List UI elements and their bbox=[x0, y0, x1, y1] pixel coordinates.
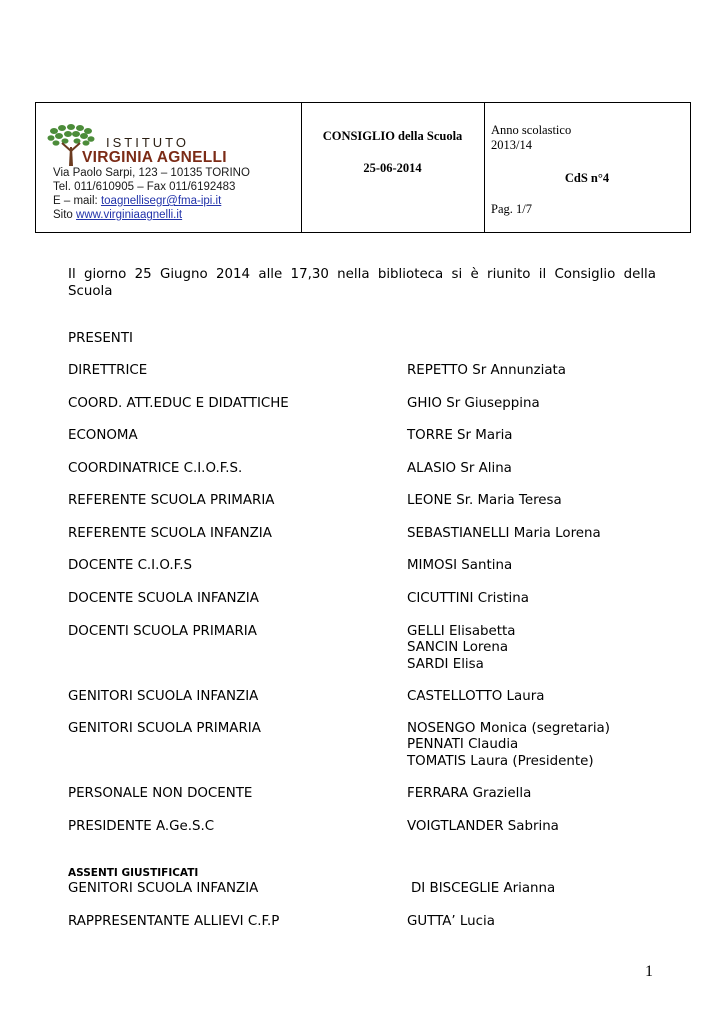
role-label: COORDINATRICE C.I.O.F.S. bbox=[68, 461, 243, 476]
page-number: 1 bbox=[645, 963, 653, 980]
person-name bbox=[411, 881, 555, 897]
person-name bbox=[407, 786, 531, 802]
cds-number: CdS n°4 bbox=[564, 171, 610, 185]
logo-institute-name: VIRGINIA AGNELLI bbox=[82, 149, 227, 166]
presenti-heading: PRESENTI bbox=[68, 331, 133, 346]
meeting-date: 25-06-2014 bbox=[363, 161, 422, 175]
person-name bbox=[407, 689, 544, 705]
institute-logo-cell bbox=[36, 103, 302, 232]
person-name-line: PENNATI Claudia bbox=[407, 737, 519, 753]
role-label: PRESIDENTE A.Ge.S.C bbox=[68, 819, 215, 834]
person-name-line: ALASIO Sr Alina bbox=[407, 461, 512, 476]
role-label: DOCENTE C.I.O.F.S bbox=[68, 558, 192, 573]
person-name-line: MIMOSI Santina bbox=[407, 558, 513, 573]
school-year-value: 2013/14 bbox=[491, 138, 532, 152]
person-name-line: SEBASTIANELLI Maria Lorena bbox=[407, 526, 601, 541]
person-name bbox=[407, 558, 512, 574]
role-label: DOCENTE SCUOLA INFANZIA bbox=[68, 591, 259, 606]
role-label: DIRETTRICE bbox=[68, 363, 148, 378]
person-name bbox=[407, 591, 529, 607]
person-name-line: SARDI Elisa bbox=[407, 656, 484, 672]
school-year-label: Anno scolastico bbox=[491, 123, 572, 137]
person-name bbox=[407, 461, 512, 477]
logo-email-link[interactable]: toagnellisegr@fma-ipi.it bbox=[100, 195, 222, 207]
person-name-line: LEONE Sr. Maria Teresa bbox=[407, 493, 562, 508]
logo-email-line bbox=[53, 195, 221, 207]
person-name-line: GELLI Elisabetta bbox=[407, 624, 516, 639]
role-label: DOCENTI SCUOLA PRIMARIA bbox=[68, 624, 257, 639]
role-label: GENITORI SCUOLA INFANZIA bbox=[68, 881, 259, 896]
person-name-line: FERRARA Graziella bbox=[407, 786, 532, 801]
person-name-line: TOMATIS Laura (Presidente) bbox=[407, 753, 594, 769]
intro-paragraph: Il giorno 25 Giugno 2014 alle 17,30 nella biblioteca si è riunito il Consiglio della Scuola bbox=[68, 267, 656, 299]
person-name-line: NOSENGO Monica (segretaria) bbox=[407, 721, 610, 736]
page-count: Pag. 1/7 bbox=[491, 202, 532, 216]
person-name-line: DI BISCEGLIE Arianna bbox=[411, 881, 556, 896]
document-info-cell bbox=[484, 103, 690, 232]
person-name-line: CASTELLOTTO Laura bbox=[407, 689, 545, 704]
logo-istituto-text: ISTITUTO bbox=[106, 135, 189, 150]
role-label: COORD. ATT.EDUC E DIDATTICHE bbox=[68, 396, 289, 411]
role-label: REFERENTE SCUOLA PRIMARIA bbox=[68, 493, 275, 508]
person-name-line: SANCIN Lorena bbox=[407, 640, 509, 656]
logo-site-link[interactable]: www.virginiaagnelli.it bbox=[76, 209, 183, 221]
person-name bbox=[407, 819, 559, 835]
header-table bbox=[35, 102, 691, 233]
logo-site-line bbox=[53, 209, 182, 221]
person-name-line: VOIGTLANDER Sabrina bbox=[407, 819, 559, 834]
role-label: RAPPRESENTANTE ALLIEVI C.F.P bbox=[68, 914, 280, 929]
role-label: ECONOMA bbox=[68, 428, 138, 443]
person-name bbox=[407, 721, 610, 770]
person-name-line: GUTTA’ Lucia bbox=[407, 914, 495, 929]
meeting-info-cell bbox=[301, 103, 485, 232]
person-name bbox=[407, 526, 601, 542]
role-label: PERSONALE NON DOCENTE bbox=[68, 786, 253, 801]
person-name-line: GHIO Sr Giuseppina bbox=[407, 396, 540, 411]
person-name bbox=[407, 624, 516, 673]
logo-phone: Tel. 011/610905 – Fax 011/6192483 bbox=[53, 181, 236, 193]
role-label: GENITORI SCUOLA PRIMARIA bbox=[68, 721, 261, 736]
assenti-heading: ASSENTI GIUSTIFICATI bbox=[68, 867, 199, 879]
role-label: REFERENTE SCUOLA INFANZIA bbox=[68, 526, 272, 541]
role-label: GENITORI SCUOLA INFANZIA bbox=[68, 689, 259, 704]
person-name bbox=[407, 428, 513, 444]
person-name bbox=[407, 363, 566, 379]
logo-address: Via Paolo Sarpi, 123 – 10135 TORINO bbox=[53, 167, 250, 179]
person-name-line: TORRE Sr Maria bbox=[407, 428, 513, 443]
person-name bbox=[407, 914, 495, 930]
logo-email-label: E – mail: bbox=[53, 195, 98, 207]
person-name-line: CICUTTINI Cristina bbox=[407, 591, 529, 606]
person-name-line: REPETTO Sr Annunziata bbox=[407, 363, 567, 378]
person-name bbox=[407, 493, 562, 509]
person-name bbox=[407, 396, 540, 412]
school-year bbox=[491, 123, 571, 153]
meeting-title: CONSIGLIO della Scuola bbox=[322, 129, 463, 143]
logo-site-label: Sito bbox=[53, 209, 73, 221]
